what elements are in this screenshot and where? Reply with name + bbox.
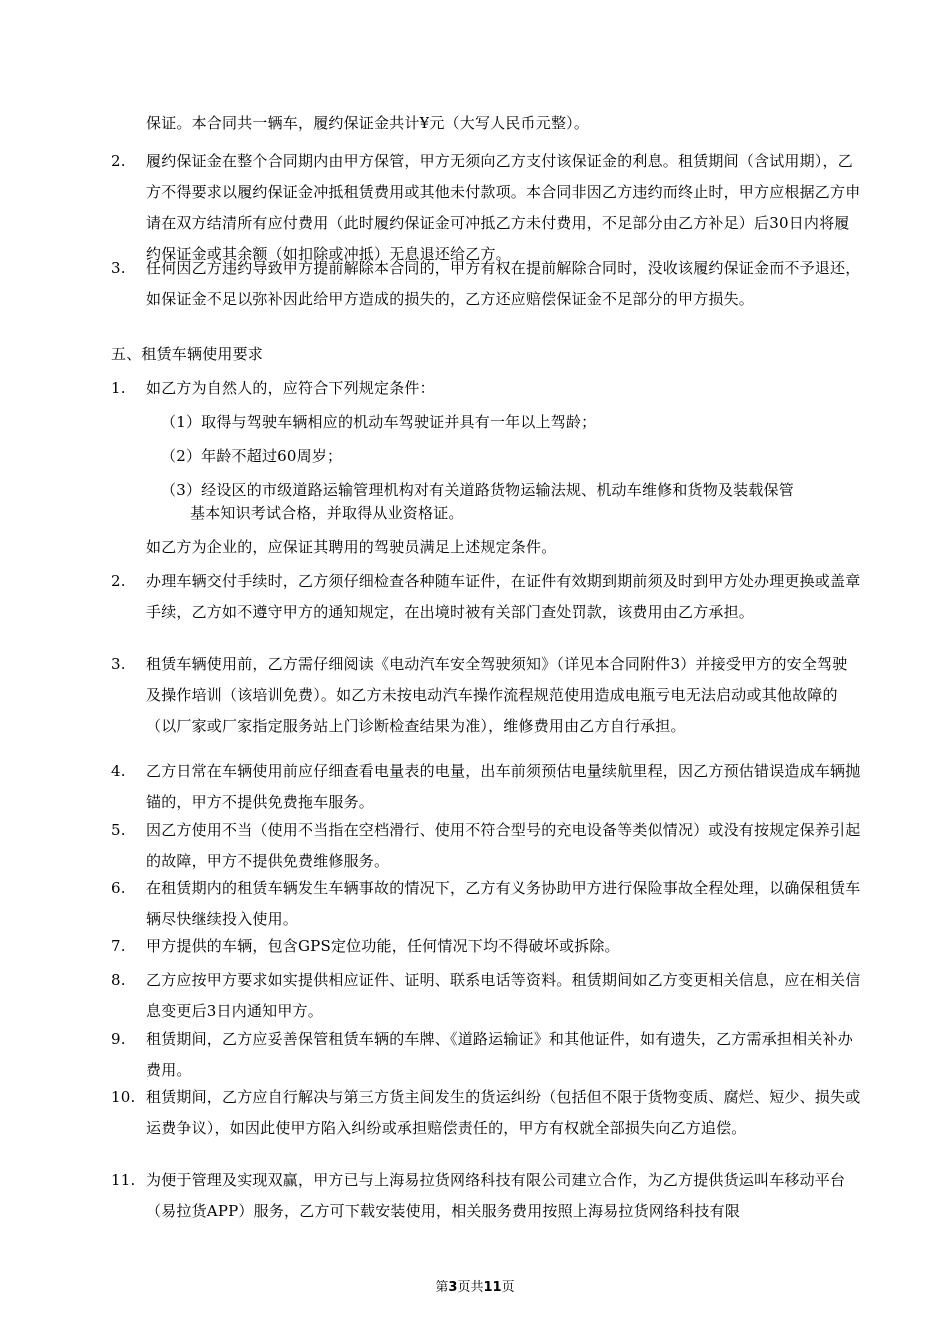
item-number: 1. xyxy=(111,379,126,397)
sub-item-continued: 基本知识考试合格，并取得从业资格证。 xyxy=(190,504,464,522)
paragraph-misuse: 因乙方使用不当（使用不当指在空档滑行、使用不符合型号的充电设备等类似情况）或没有按规定保养引起的故障，甲方不提供免费维修服务。 xyxy=(146,821,861,870)
paragraph-battery: 乙方日常在车辆使用前应仔细查看电量表的电量，出车前须预估电量续航里程，因乙方预估错误造成车辆抛锚的，甲方不提供免费拖车服务。 xyxy=(146,762,861,811)
item-number: 9. xyxy=(111,1030,126,1048)
sub-item: （3）经设区的市级道路运输管理机构对有关道路货物运输法规、机动车维修和货物及装载保管 xyxy=(161,481,794,499)
paragraph-gps: 甲方提供的车辆，包含GPS定位功能，任何情况下均不得破坏或拆除。 xyxy=(146,937,620,955)
item-number: 2. xyxy=(111,152,126,170)
paragraph-enterprise: 如乙方为企业的，应保证其聘用的驾驶员满足上述规定条件。 xyxy=(146,538,557,556)
item-number: 2. xyxy=(111,572,126,590)
section-heading: 五、租赁车辆使用要求 xyxy=(111,345,264,363)
item-number: 4. xyxy=(111,762,126,780)
item-number: 3. xyxy=(111,259,126,277)
page-footer xyxy=(0,1276,950,1295)
footer-suffix: 页 xyxy=(501,1280,515,1295)
paragraph-deposit-custody: 履约保证金在整个合同期内由甲方保管，甲方无须向乙方支付该保证金的利息。租赁期间（含试用期），乙方不得要求以履约保证金冲抵租赁费用或其他未付款项。本合同非因乙方违约而终止时，甲方应根据乙方申请在双方结清所有应付费用（此时履约保证金可冲抵乙方未付费用，不足部分由乙方补足）后30日内将履约保证金或其余额（如扣除或冲抵）无息退还给乙方。 xyxy=(146,152,861,263)
current-page-number: 3 xyxy=(448,1280,458,1295)
paragraph-license-plate: 租赁期间，乙方应妥善保管租赁车辆的车牌、《道路运输证》和其他证件，如有遗失，乙方需承担相关补办费用。 xyxy=(146,1030,853,1079)
paragraph-deposit-total: 保证。本合同共一辆车，履约保证金共计¥元（大写人民币元整）。 xyxy=(146,114,590,132)
item-number: 8. xyxy=(111,971,126,989)
sub-item: （1）取得与驾驶车辆相应的机动车驾驶证并具有一年以上驾龄； xyxy=(161,413,597,431)
footer-prefix: 第 xyxy=(435,1280,449,1295)
paragraph-delivery: 办理车辆交付手续时，乙方须仔细检查各种随车证件，在证件有效期到期前须及时到甲方处办理更换或盖章手续，乙方如不遵守甲方的通知规定，在出境时被有关部门查处罚款，该费用由乙方承担。 xyxy=(146,572,861,621)
item-number: 5. xyxy=(111,821,126,839)
sub-item: （2）年龄不超过60周岁； xyxy=(161,447,343,465)
paragraph-accident: 在租赁期内的租赁车辆发生车辆事故的情况下，乙方有义务协助甲方进行保险事故全程处理，以确保租赁车辆尽快继续投入使用。 xyxy=(146,879,861,928)
item-number: 10. xyxy=(111,1088,136,1106)
item-number: 6. xyxy=(111,879,126,897)
paragraph-deposit-forfeit: 任何因乙方违约导致甲方提前解除本合同的，甲方有权在提前解除合同时，没收该履约保证金而不予退还，如保证金不足以弥补因此给甲方造成的损失的，乙方还应赔偿保证金不足部分的甲方损失。 xyxy=(146,259,861,308)
paragraph-disputes: 租赁期间，乙方应自行解决与第三方货主间发生的货运纠纷（包括但不限于货物变质、腐烂、短少、损失或运费争议），如因此使甲方陷入纠纷或承担赔偿责任的，甲方有权就全部损失向乙方追偿。 xyxy=(146,1088,861,1137)
paragraph-documents: 乙方应按甲方要求如实提供相应证件、证明、联系电话等资料。租赁期间如乙方变更相关信息，应在相关信息变更后3日内通知甲方。 xyxy=(146,971,861,1020)
footer-middle: 页共 xyxy=(457,1280,484,1295)
paragraph-platform: 为便于管理及实现双赢，甲方已与上海易拉货网络科技有限公司建立合作，为乙方提供货运叫车移动平台（易拉货APP）服务，乙方可下载安装使用，相关服务费用按照上海易拉货网络科技有限 xyxy=(146,1171,846,1220)
paragraph-natural-person: 如乙方为自然人的，应符合下列规定条件： xyxy=(146,379,435,397)
item-number: 11. xyxy=(111,1171,136,1189)
total-page-number: 11 xyxy=(483,1280,502,1295)
paragraph-safety: 租赁车辆使用前，乙方需仔细阅读《电动汽车安全驾驶须知》（详见本合同附件3）并接受甲方的安全驾驶及操作培训（该培训免费）。如乙方未按电动汽车操作流程规范使用造成电瓶亏电无法启动或其他故障的（以厂家或厂家指定服务站上门诊断检查结果为准），维修费用由乙方自行承担。 xyxy=(146,655,848,735)
item-number: 3. xyxy=(111,655,126,673)
item-number: 7. xyxy=(111,937,126,955)
